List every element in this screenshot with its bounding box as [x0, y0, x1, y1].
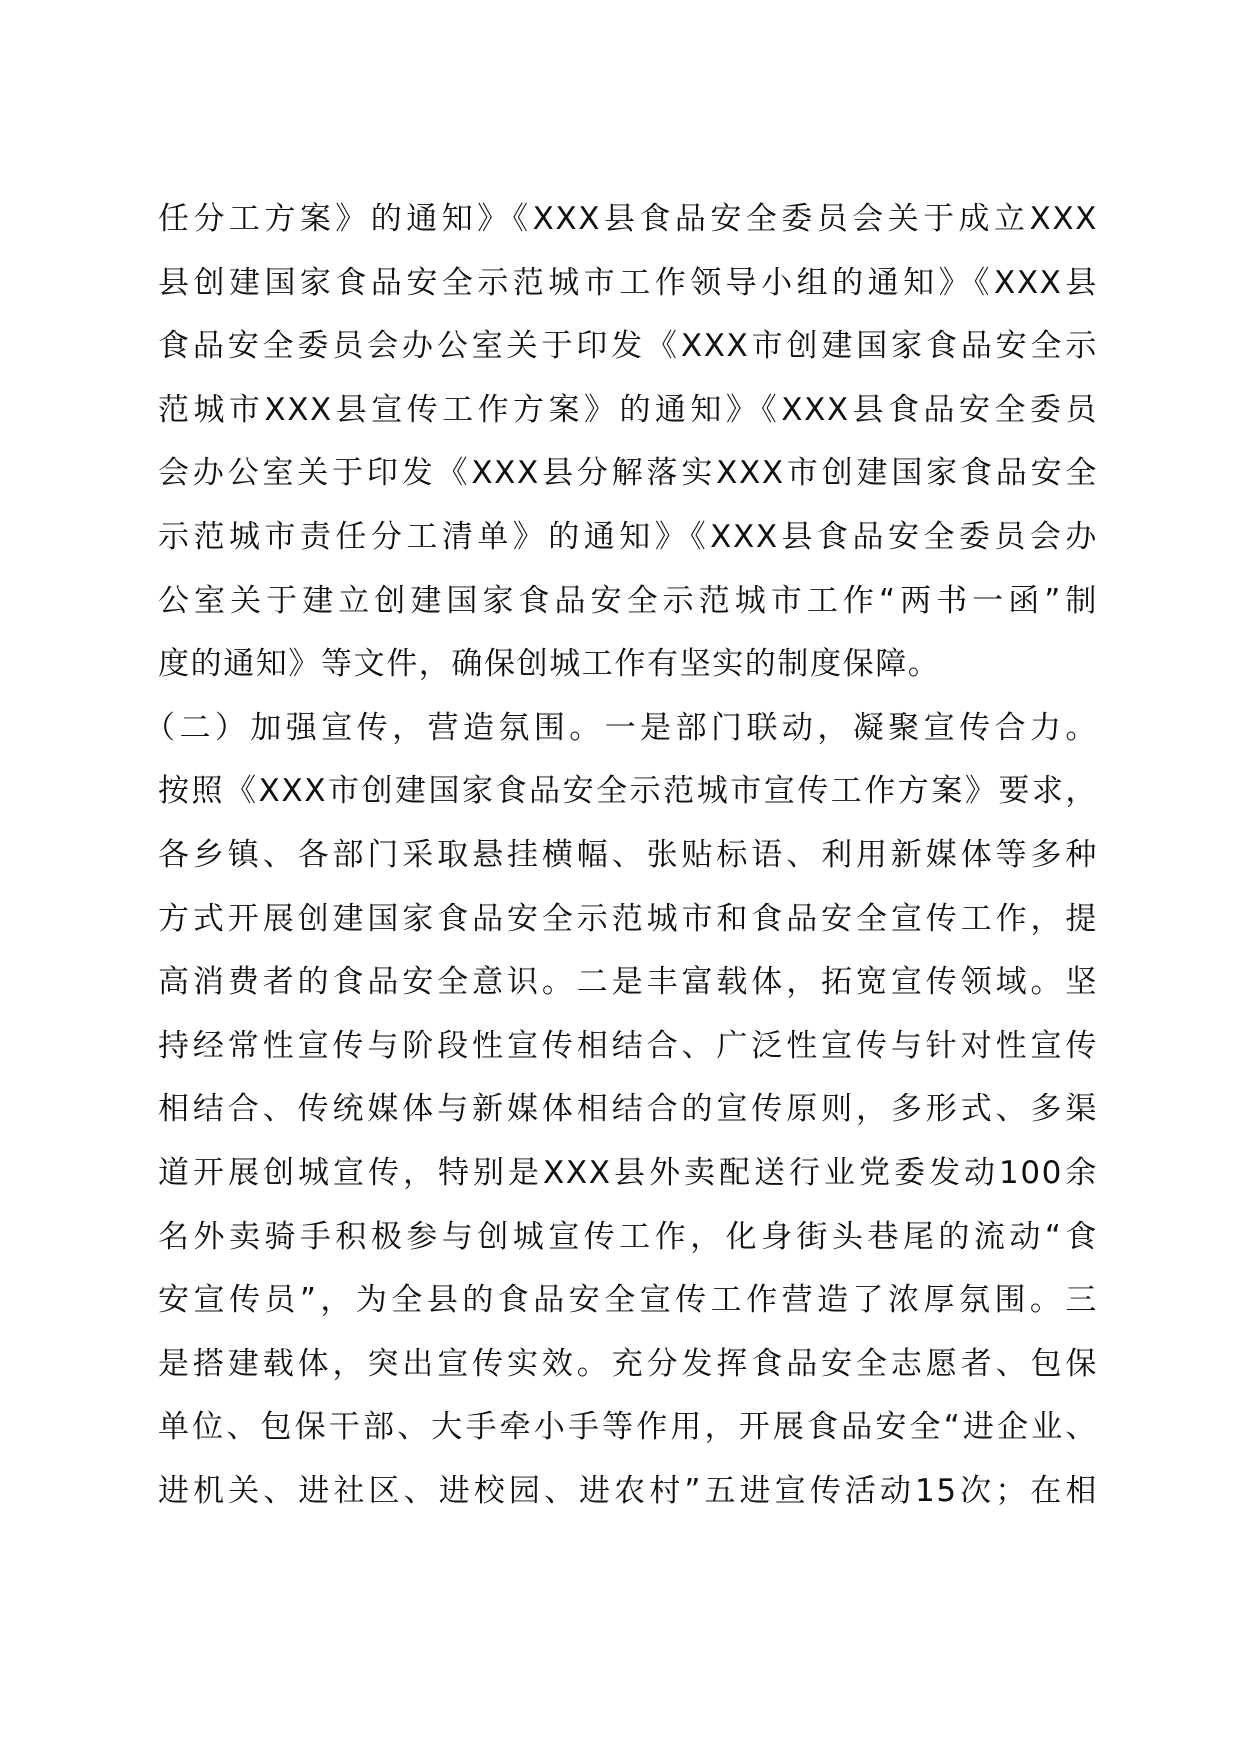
text-line: 单位、包保干部、大手牵小手等作用，开展食品安全“进企业、 [158, 1409, 1098, 1446]
text-line: 进机关、进社区、进校园、进农村”五进宣传活动15次；在相 [158, 1472, 1098, 1509]
text-line: 食品安全委员会办公室关于印发《XXX市创建国家食品安全示 [158, 328, 1098, 365]
text-line: 按照《XXX市创建国家食品安全示范城市宣传工作方案》要求， [158, 773, 1098, 810]
text-line: 县创建国家食品安全示范城市工作领导小组的通知》《XXX县 [158, 264, 1098, 301]
text-line: 范城市XXX县宣传工作方案》的通知》《XXX县食品安全委员 [158, 391, 1098, 428]
text-line: 安宣传员”，为全县的食品安全宣传工作营造了浓厚氛围。三 [158, 1282, 1098, 1319]
text-line: 方式开展创建国家食品安全示范城市和食品安全宣传工作，提 [158, 900, 1098, 937]
body-text [144, 188, 1098, 1523]
text-line: 名外卖骑手积极参与创城宣传工作，化身街头巷尾的流动“食 [158, 1218, 1098, 1255]
text-line: 各乡镇、各部门采取悬挂横幅、张贴标语、利用新媒体等多种 [158, 836, 1098, 873]
text-line: 高消费者的食品安全意识。二是丰富载体，拓宽宣传领域。坚 [158, 964, 1098, 1001]
text-line: 会办公室关于印发《XXX县分解落实XXX市创建国家食品安全 [158, 455, 1098, 492]
text-line: 道开展创城宣传，特别是XXX县外卖配送行业党委发动100余 [158, 1154, 1098, 1191]
section-heading-line: （二）加强宣传，营造氛围。一是部门联动，凝聚宣传合力。 [144, 709, 1098, 746]
text-line: 公室关于建立创建国家食品安全示范城市工作“两书一函”制 [158, 582, 1098, 619]
text-line: 度的通知》等文件，确保创城工作有坚实的制度保障。 [158, 646, 941, 683]
text-line: 示范城市责任分工清单》的通知》《XXX县食品安全委员会办 [158, 518, 1098, 555]
text-line: 持经常性宣传与阶段性宣传相结合、广泛性宣传与针对性宣传 [158, 1027, 1098, 1064]
text-line: 是搭建载体，突出宣传实效。充分发挥食品安全志愿者、包保 [158, 1345, 1098, 1382]
text-line: 相结合、传统媒体与新媒体相结合的宣传原则，多形式、多渠 [158, 1091, 1098, 1128]
text-line: 任分工方案》的通知》《XXX县食品安全委员会关于成立XXX [158, 201, 1098, 237]
